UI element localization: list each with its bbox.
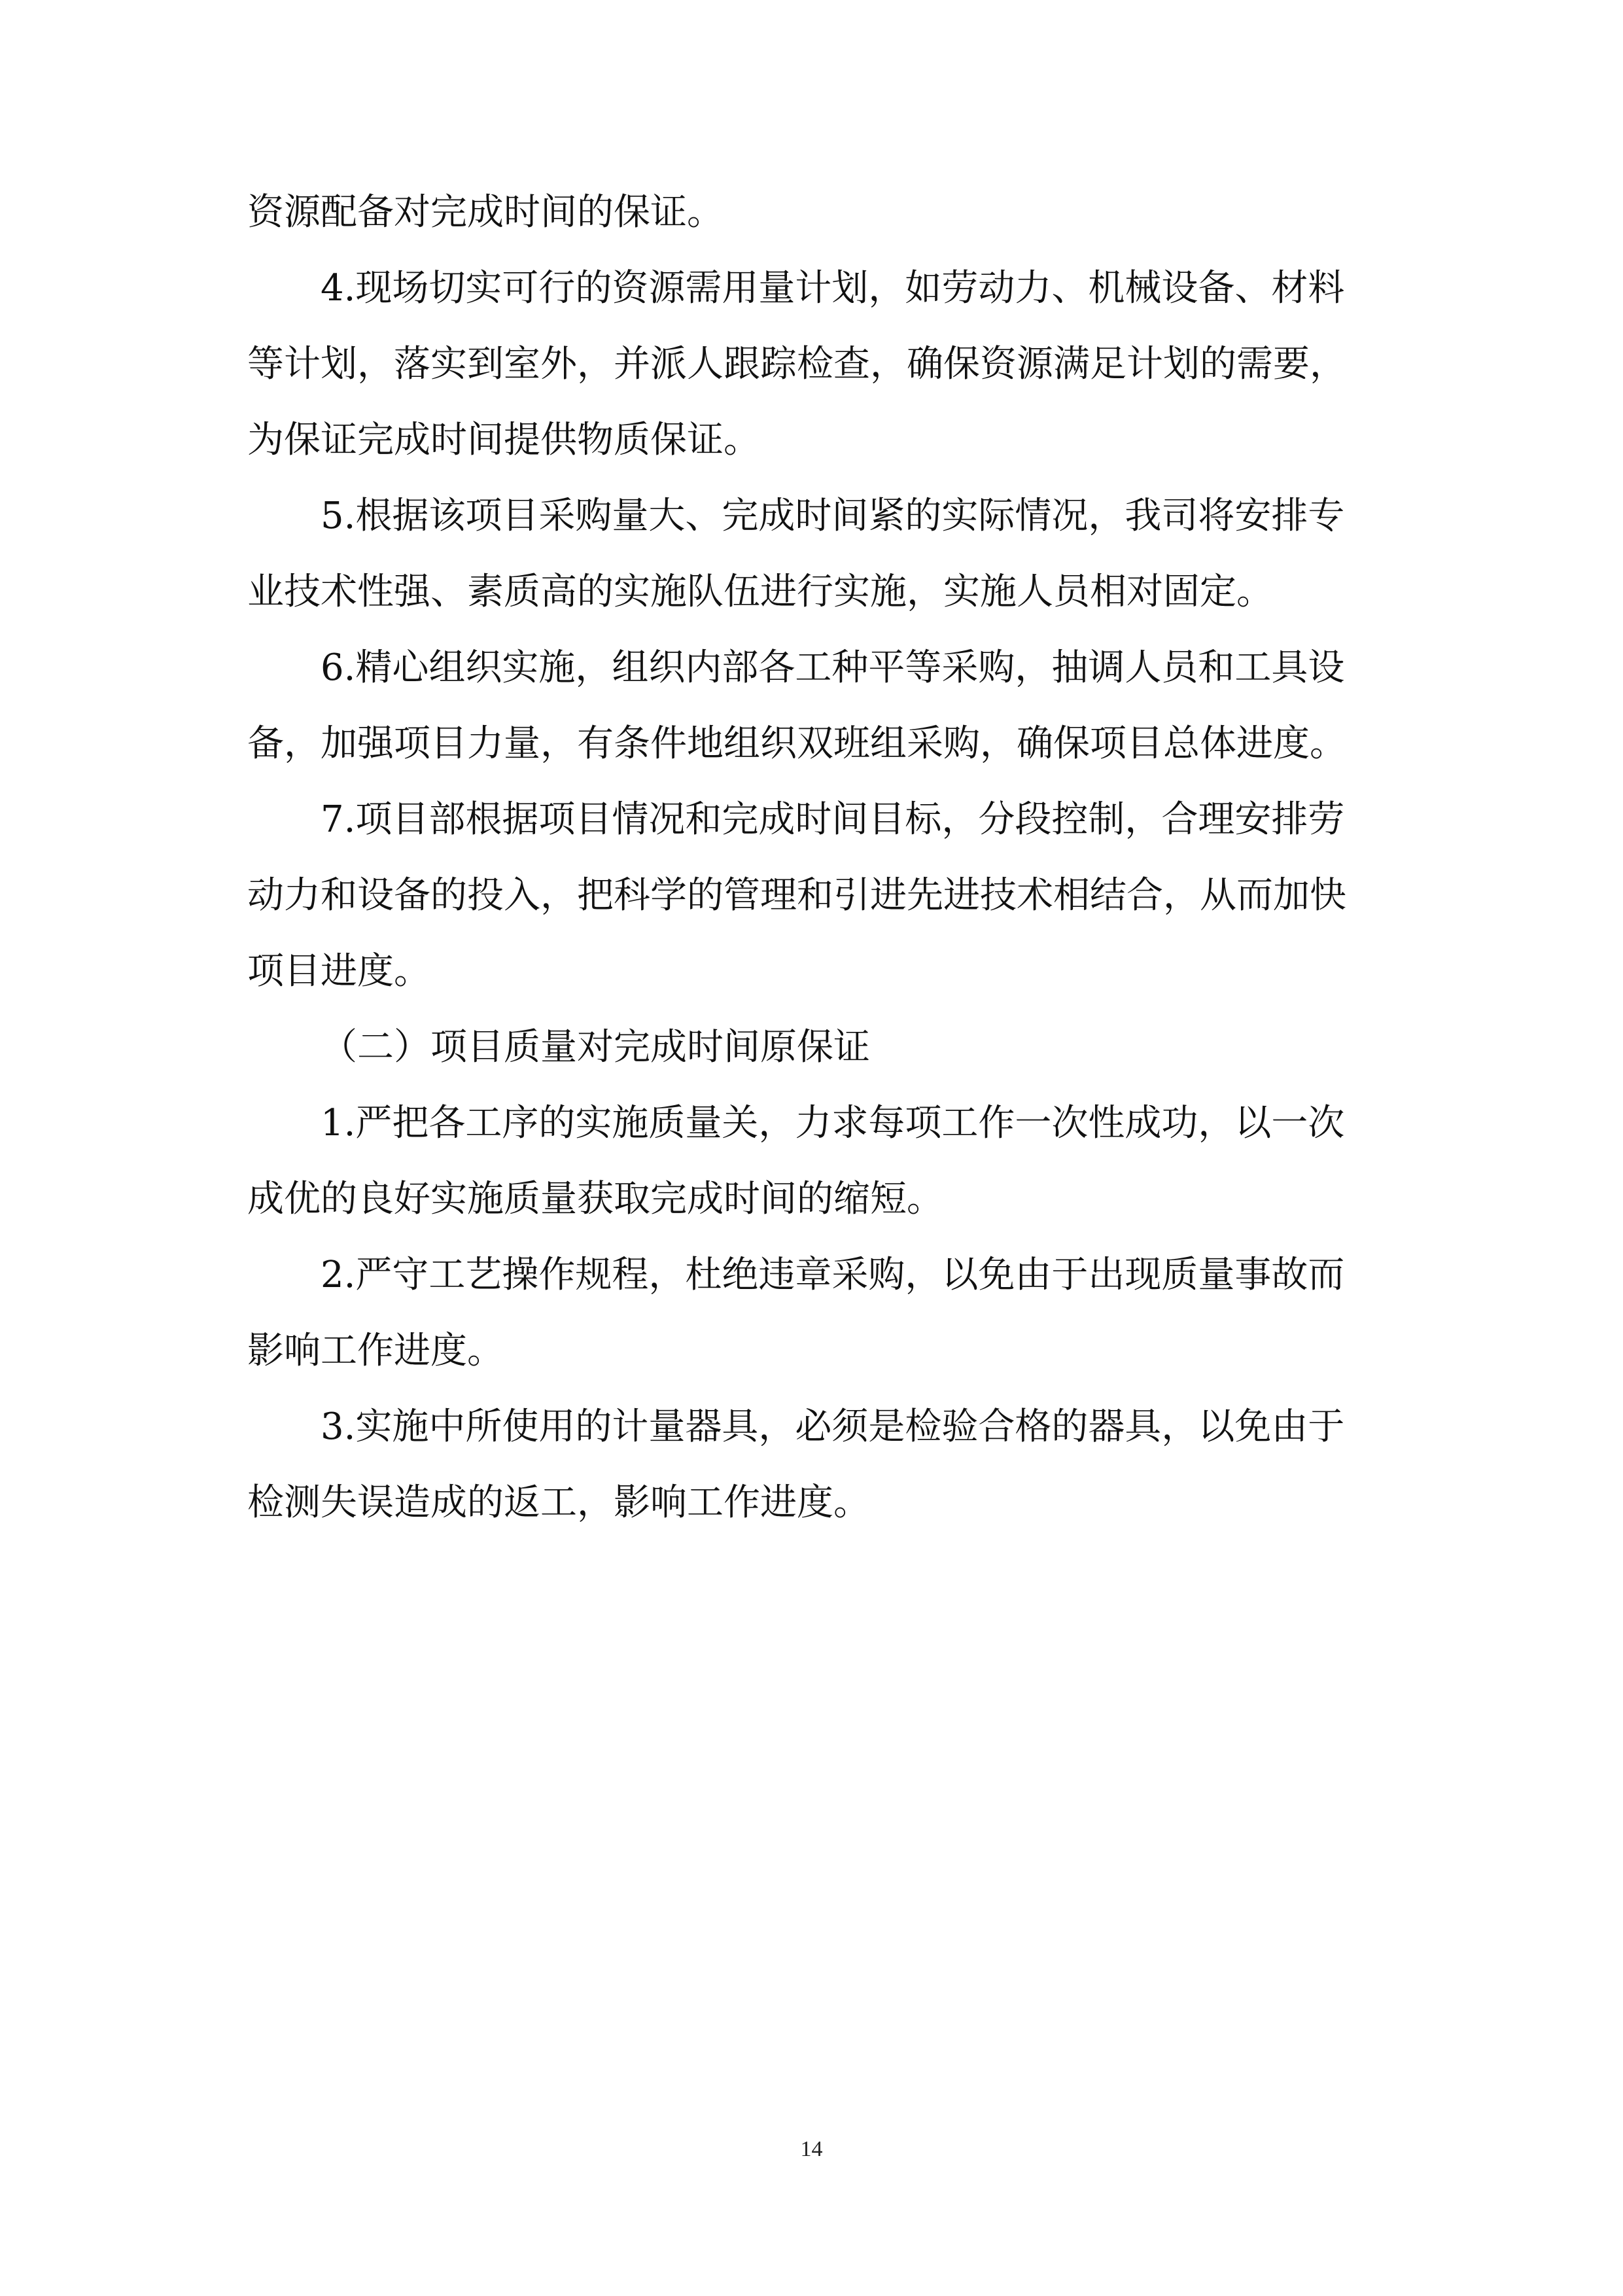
- quality-item-3-line-2: 检测失误造成的返工，影响工作进度。: [247, 1481, 870, 1524]
- paragraph-6-line-1: 6.精心组织实施，组织内部各工种平等采购，抽调人员和工具设: [321, 646, 1345, 689]
- quality-item-3-line-1: 3.实施中所使用的计量器具，必须是检验合格的器具，以免由于: [321, 1405, 1345, 1448]
- quality-item-1-line-2: 成优的良好实施质量获取完成时间的缩短。: [247, 1178, 943, 1220]
- paragraph-4-line-2: 等计划，落实到室外，并派人跟踪检查，确保资源满足计划的需要，: [247, 343, 1346, 385]
- paragraph-7-line-1: 7.项目部根据项目情况和完成时间目标，分段控制，合理安排劳: [321, 798, 1345, 841]
- section-heading: （二）项目质量对完成时间原保证: [321, 1026, 870, 1069]
- paragraph-4-line-1: 4.现场切实可行的资源需用量计划，如劳动力、机械设备、材料: [321, 267, 1345, 309]
- paragraph-7-line-2: 动力和设备的投入，把科学的管理和引进先进技术相结合，从而加快: [247, 874, 1346, 917]
- paragraph-4-line-3: 为保证完成时间提供物质保证。: [247, 419, 760, 461]
- page-number: 14: [800, 2137, 823, 2161]
- paragraph-5-line-2: 业技术性强、素质高的实施队伍进行实施，实施人员相对固定。: [247, 571, 1273, 613]
- paragraph-5-line-1: 5.根据该项目采购量大、完成时间紧的实际情况，我司将安排专: [321, 495, 1345, 537]
- quality-item-2-line-2: 影响工作进度。: [247, 1330, 504, 1372]
- paragraph-7-line-3: 项目进度。: [247, 950, 430, 993]
- quality-item-2-line-1: 2.严守工艺操作规程，杜绝违章采购，以免由于出现质量事故而: [321, 1254, 1345, 1296]
- paragraph-6-line-2: 备，加强项目力量，有条件地组织双班组采购，确保项目总体进度。: [247, 722, 1346, 765]
- text-line: 资源配备对完成时间的保证。: [247, 191, 724, 234]
- quality-item-1-line-1: 1.严把各工序的实施质量关，力求每项工作一次性成功，以一次: [321, 1102, 1345, 1144]
